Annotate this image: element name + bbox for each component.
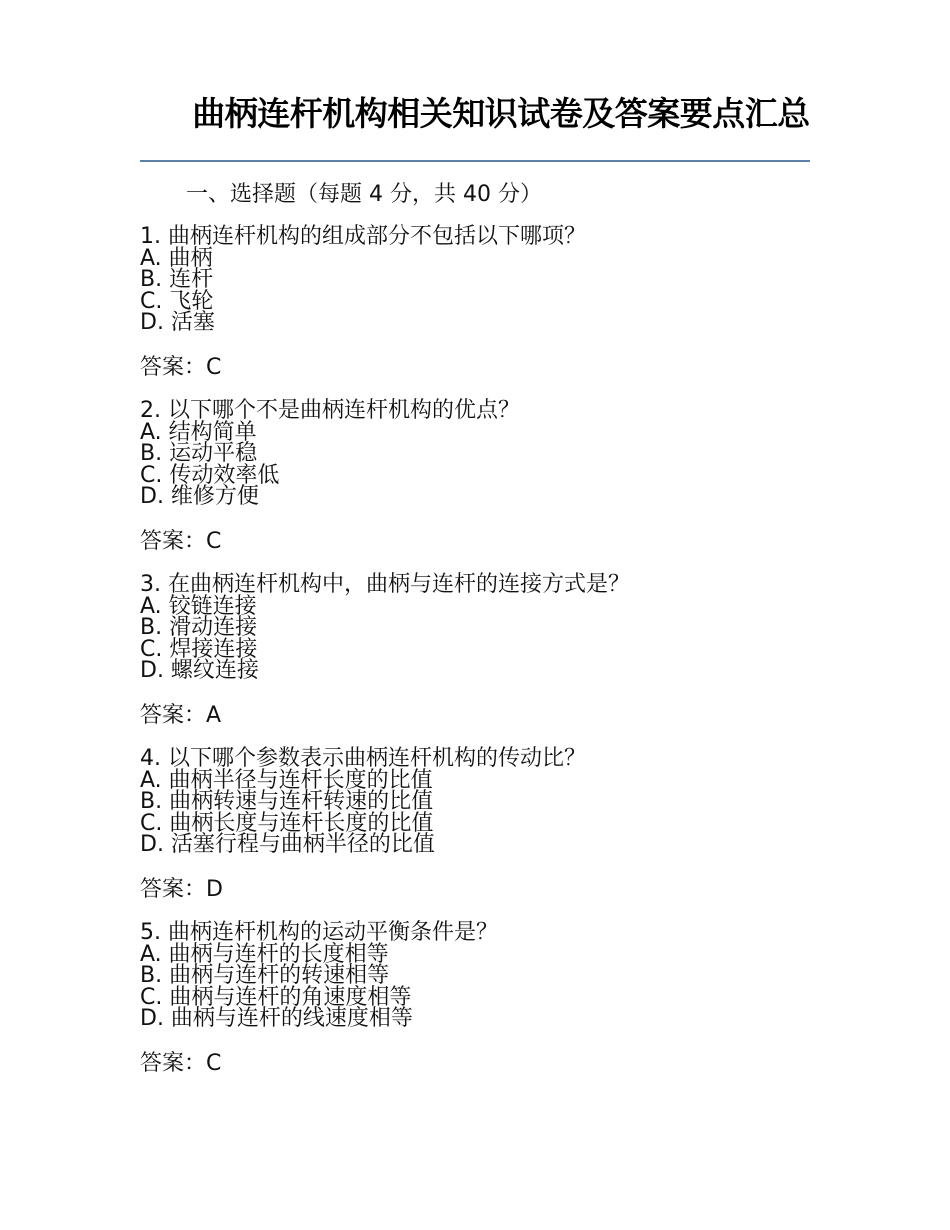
question-list [140,226,820,1096]
question-1 [140,226,820,400]
option-c: C. 焊接连接 [140,636,258,662]
question-text: 5. 曲柄连杆机构的运动平衡条件是？ [140,920,498,945]
option-a: A. 铰链连接 [140,593,257,619]
question-2 [140,400,820,574]
answer-text: 答案：C [140,1050,222,1076]
option-b: B. 连杆 [140,267,214,292]
answer-text: 答案：C [140,354,222,380]
question-text: 4. 以下哪个参数表示曲柄连杆机构的传动比？ [140,746,586,771]
section-heading: 一、选择题（每题 4 分，共 40 分） [186,182,542,207]
option-d: D. 曲柄与连杆的线速度相等 [140,1006,413,1031]
question-text: 3. 在曲柄连杆机构中，曲柄与连杆的连接方式是？ [140,572,630,597]
option-d: D. 维修方便 [140,484,259,509]
option-d: D. 活塞行程与曲柄半径的比值 [140,832,435,857]
option-a: A. 曲柄半径与连杆长度的比值 [140,767,433,793]
question-5 [140,922,820,1096]
option-a: A. 曲柄与连杆的长度相等 [140,941,389,967]
question-4 [140,748,820,922]
option-b: B. 运动平稳 [140,441,258,466]
option-c: C. 飞轮 [140,288,214,314]
option-b: B. 曲柄与连杆的转速相等 [140,963,390,988]
answer-text: 答案：C [140,528,222,554]
option-c: C. 曲柄长度与连杆长度的比值 [140,810,434,836]
option-d: D. 活塞 [140,310,215,335]
option-a: A. 结构简单 [140,419,257,445]
option-b: B. 曲柄转速与连杆转速的比值 [140,789,434,814]
question-text: 1. 曲柄连杆机构的组成部分不包括以下哪项？ [140,224,586,249]
question-3 [140,574,820,748]
option-a: A. 曲柄 [140,245,213,271]
option-c: C. 曲柄与连杆的角速度相等 [140,984,412,1010]
answer-text: 答案：D [140,876,223,902]
question-text: 2. 以下哪个不是曲柄连杆机构的优点？ [140,398,520,423]
answer-text: 答案：A [140,702,222,728]
option-b: B. 滑动连接 [140,615,258,640]
option-c: C. 传动效率低 [140,462,280,488]
option-d: D. 螺纹连接 [140,658,259,683]
title-underline [140,160,810,162]
page-title: 曲柄连杆机构相关知识试卷及答案要点汇总 [192,94,810,133]
